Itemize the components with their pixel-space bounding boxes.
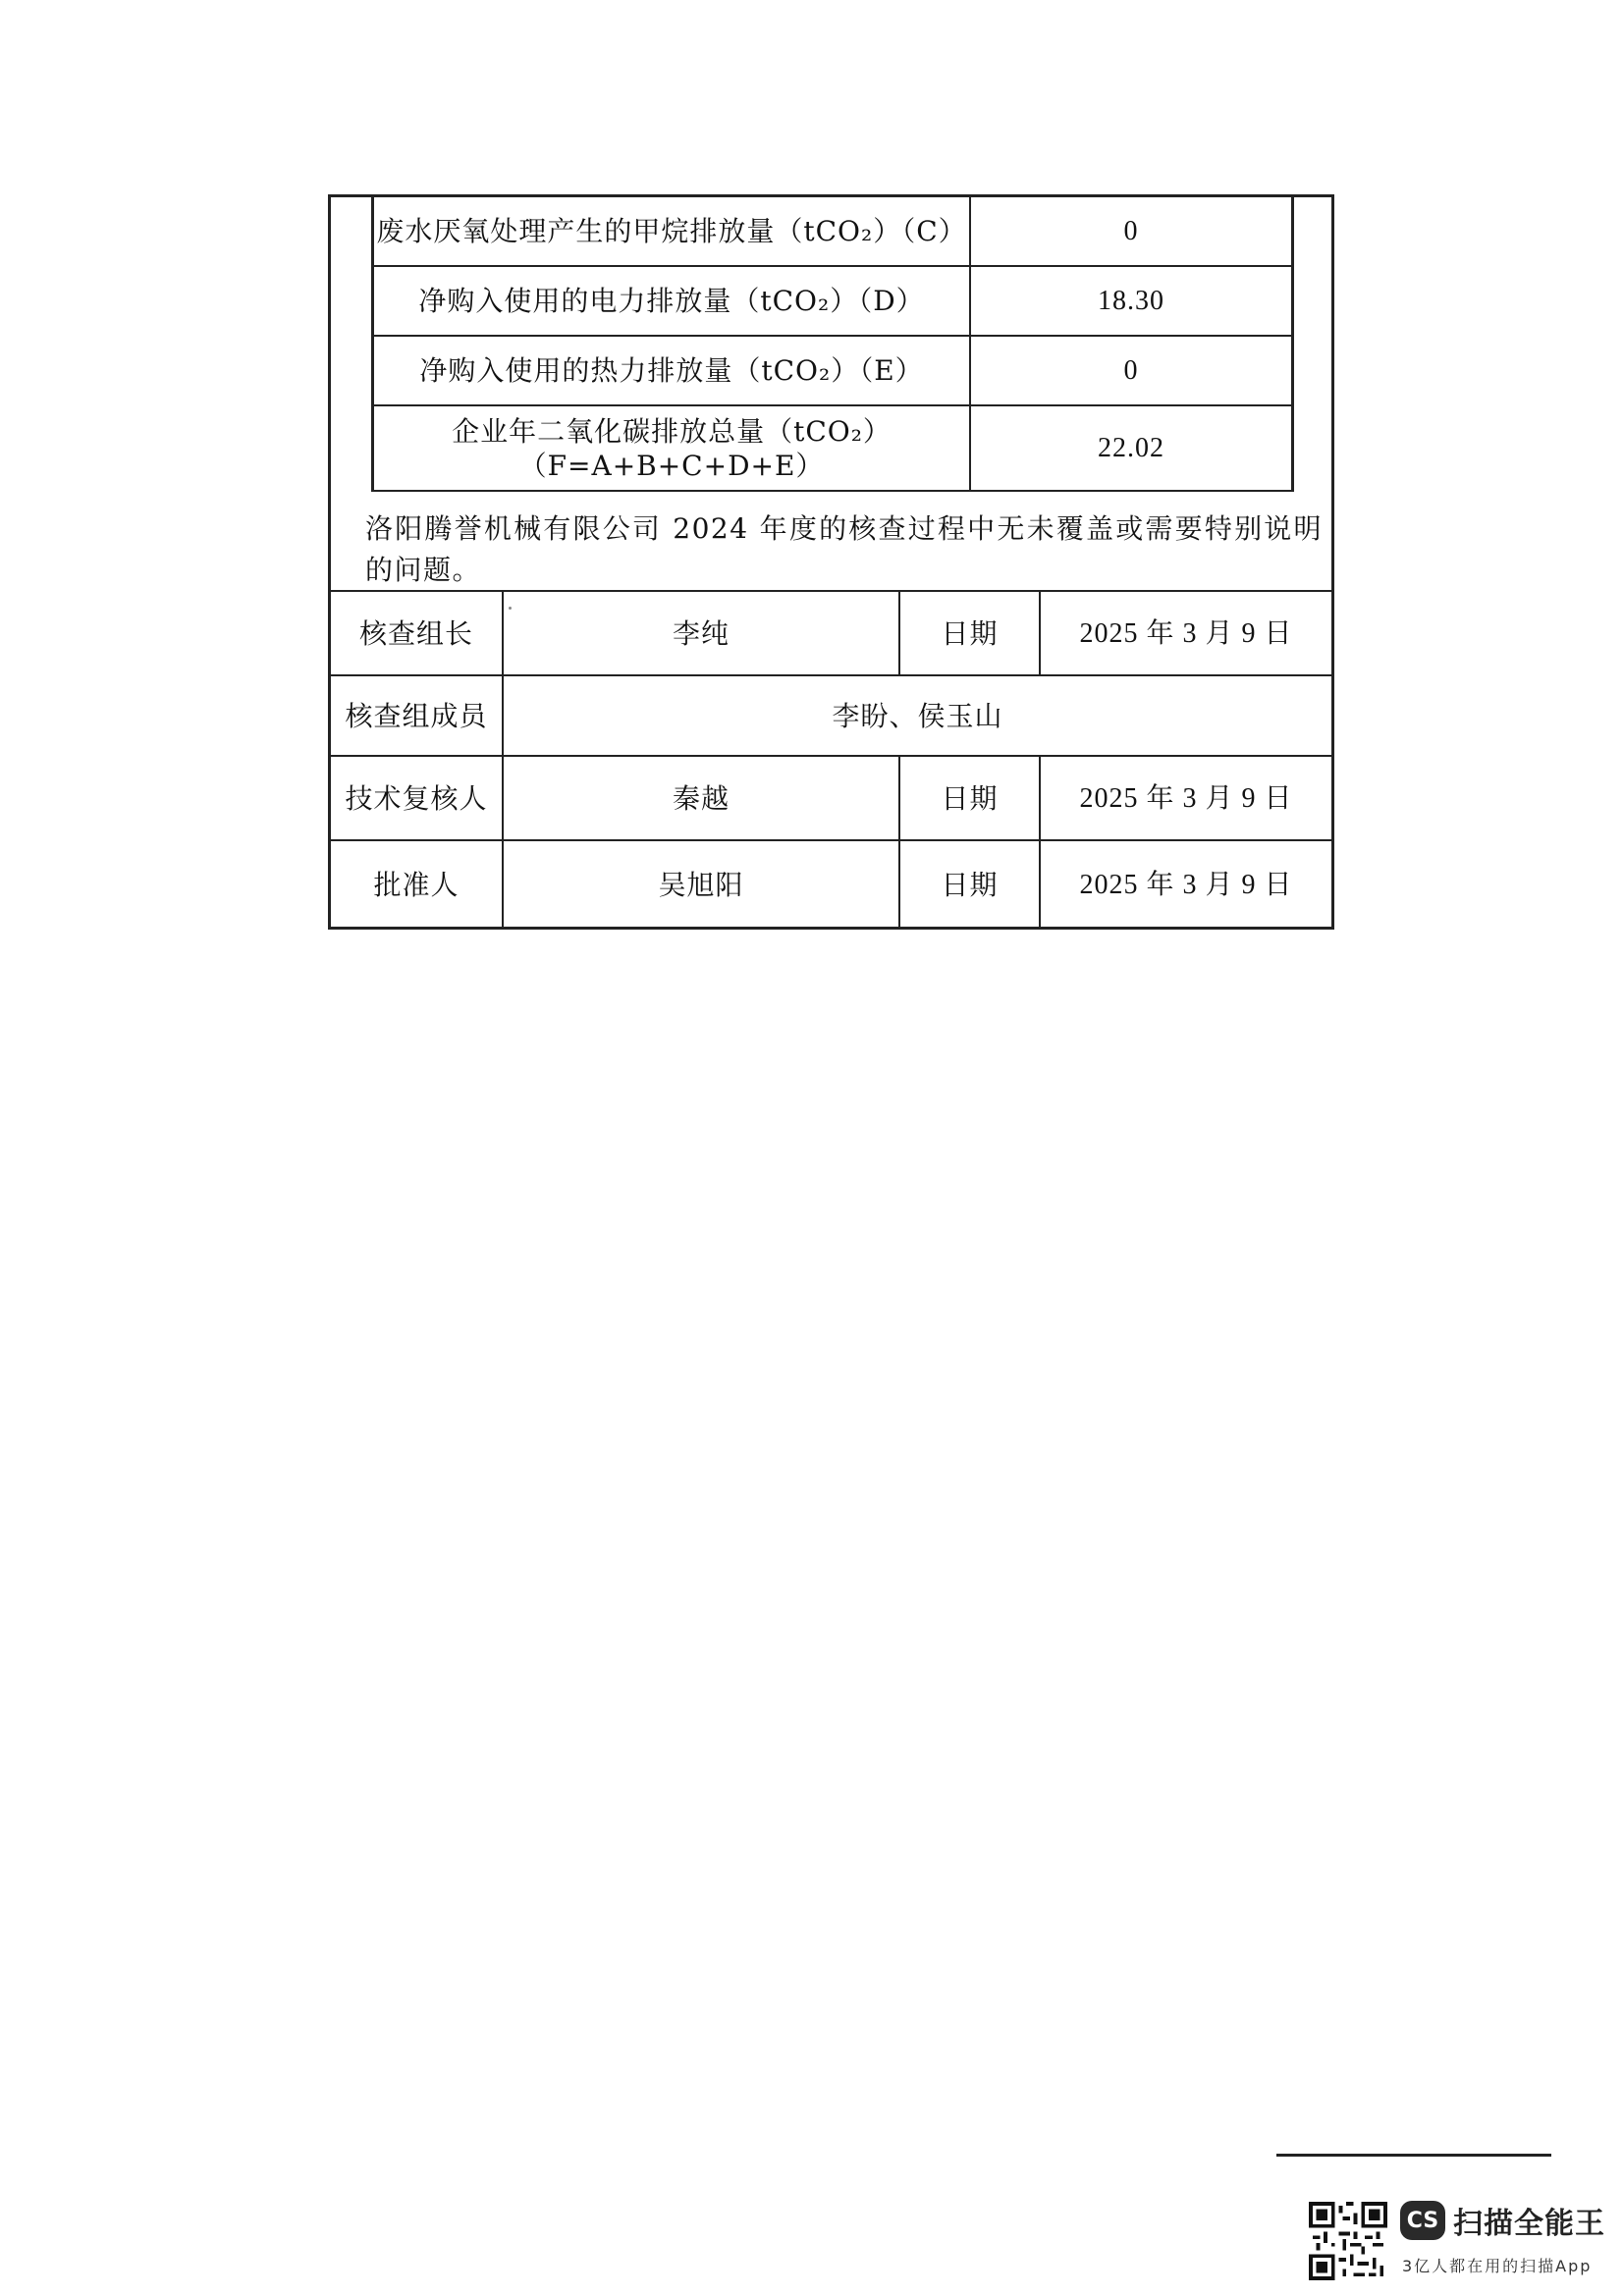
reviewer-label: 技术复核人 [345, 781, 488, 815]
table-divider [371, 490, 1294, 492]
leader-label: 核查组长 [358, 616, 473, 650]
verification-note: 洛阳腾誉机械有限公司 2024 年度的核查过程中无未覆盖或需要特别说明的问题。 [365, 512, 1323, 586]
approver-date: 2025 年 3 月 9 日 [1079, 869, 1293, 900]
reviewer-name: 秦越 [672, 781, 730, 815]
table-row-value: 0 [1123, 215, 1139, 246]
camscanner-name: 扫描全能王 [1453, 2207, 1605, 2241]
approver-label: 批准人 [373, 868, 460, 901]
leader-name: 李纯 [672, 616, 730, 650]
leader-date: 2025 年 3 月 9 日 [1079, 617, 1293, 649]
table-row-label: 净购入使用的热力排放量（tCO₂）（E） [419, 354, 924, 387]
approver-name: 吴旭阳 [658, 868, 744, 901]
leader-date-label: 日期 [941, 616, 999, 650]
table-row-label: 废水厌氧处理产生的甲烷排放量（tCO₂）（C） [376, 214, 967, 247]
table-row-label-total [374, 406, 969, 490]
reviewer-date-label: 日期 [941, 781, 999, 815]
total-label-line1: 企业年二氧化碳排放总量（tCO₂） [452, 414, 892, 448]
signature-line [1276, 2154, 1551, 2157]
members-names: 李盼、侯玉山 [832, 699, 1003, 732]
total-label-line2: （F=A+B+C+D+E） [518, 449, 825, 482]
camscanner-tagline: 3亿人都在用的扫描App [1402, 2257, 1593, 2275]
table-row-value: 0 [1123, 355, 1139, 386]
table-row-value: 18.30 [1098, 286, 1164, 316]
reviewer-date: 2025 年 3 月 9 日 [1079, 782, 1293, 814]
table-row-label: 净购入使用的电力排放量（tCO₂）（D） [418, 285, 925, 317]
table-row-value-total: 22.02 [1098, 433, 1164, 463]
camscanner-logo: CS [1400, 2201, 1445, 2240]
qr-code-icon [1309, 2202, 1387, 2280]
approver-date-label: 日期 [941, 868, 999, 901]
members-label: 核查组成员 [345, 699, 488, 732]
